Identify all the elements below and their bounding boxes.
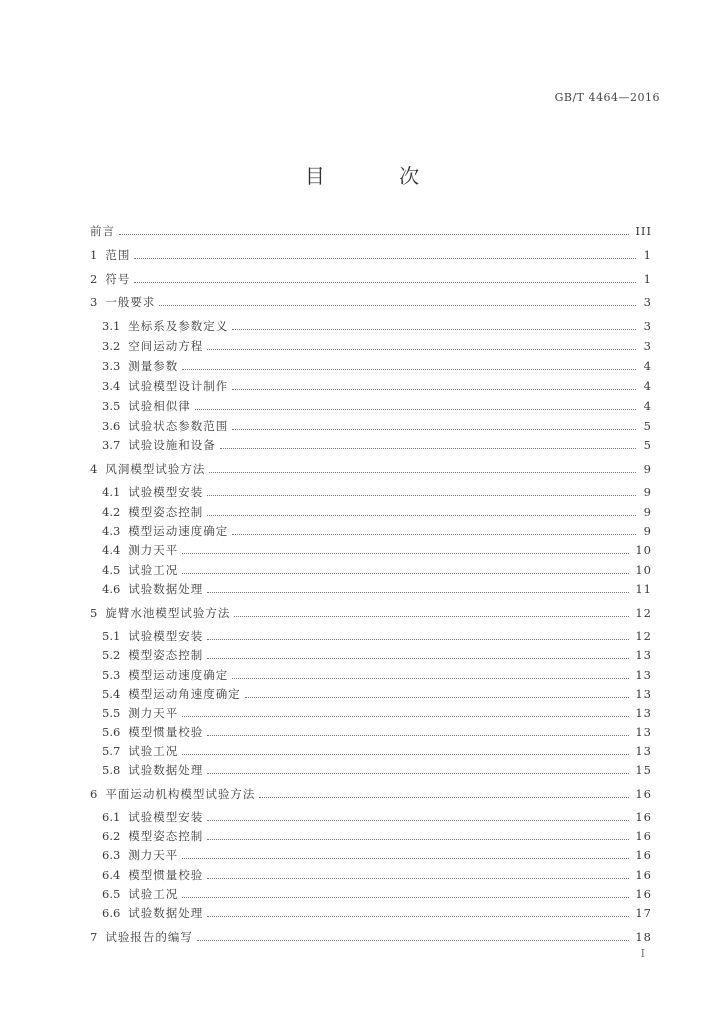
toc-entry-label: 符号 — [105, 272, 131, 286]
standard-code: GB/T 4464—2016 — [554, 91, 660, 104]
toc-entry[interactable] — [102, 337, 652, 353]
toc-entry-number: 3.6 — [102, 419, 121, 433]
toc-entry-label: 模型运动速度确定 — [128, 668, 229, 682]
toc-entry-page: 10 — [635, 543, 652, 557]
toc-entry-number: 2 — [90, 272, 98, 286]
toc-entry-label: 测力天平 — [128, 543, 179, 557]
toc-entry-number: 5.5 — [102, 706, 121, 720]
toc-entry[interactable] — [102, 666, 652, 682]
toc-leader-dots — [207, 772, 629, 774]
toc-entry-page: 13 — [635, 648, 652, 662]
toc-entry[interactable] — [102, 646, 652, 662]
toc-entry-page: 1 — [643, 248, 652, 262]
toc-entry-label: 平面运动机构模型试验方法 — [105, 787, 256, 801]
toc-entry-page: 16 — [635, 887, 652, 901]
toc-leader-dots — [209, 471, 636, 473]
toc-leader-dots — [182, 552, 629, 554]
toc-entry-page: 9 — [643, 524, 652, 538]
toc-entry[interactable] — [102, 397, 652, 413]
toc-entry-label: 模型惯量校验 — [128, 725, 204, 739]
toc-entry-label: 试验模型设计制作 — [128, 379, 229, 393]
toc-entry-page: 16 — [635, 787, 652, 801]
toc-leader-dots — [232, 388, 636, 390]
toc-entry-number: 3.5 — [102, 399, 121, 413]
toc-entry-page: III — [635, 224, 652, 238]
toc-entry-page: 13 — [635, 706, 652, 720]
toc-entry[interactable] — [90, 928, 652, 944]
toc-leader-dots — [207, 915, 629, 917]
toc-entry[interactable] — [102, 866, 652, 882]
toc-entry-number: 3.1 — [102, 319, 121, 333]
toc-leader-dots — [134, 257, 636, 259]
toc-entry[interactable] — [102, 317, 652, 333]
page-number: I — [640, 947, 645, 960]
toc-entry[interactable] — [102, 483, 652, 499]
toc-entry-label: 试验工况 — [128, 563, 179, 577]
toc-entry-page: 4 — [643, 379, 652, 393]
toc-leader-dots — [207, 734, 629, 736]
toc-leader-dots — [207, 657, 629, 659]
toc-entry-label: 试验数据处理 — [128, 763, 204, 777]
toc-entry[interactable] — [102, 904, 652, 920]
toc-entry[interactable] — [90, 222, 652, 238]
toc-leader-dots — [234, 615, 629, 617]
toc-entry[interactable] — [102, 827, 652, 843]
toc-entry-number: 6.5 — [102, 887, 121, 901]
toc-entry-page: 13 — [635, 744, 652, 758]
toc-entry[interactable] — [102, 522, 652, 538]
toc-leader-dots — [197, 939, 630, 941]
toc-entry-label: 试验相似律 — [128, 399, 191, 413]
toc-leader-dots — [207, 514, 636, 516]
toc-entry-number: 5.8 — [102, 763, 121, 777]
toc-entry-label: 试验数据处理 — [128, 582, 204, 596]
toc-entry-number: 6.1 — [102, 810, 121, 824]
toc-entry-page: 11 — [635, 582, 652, 596]
toc-entry-page: 16 — [635, 848, 652, 862]
toc-leader-dots — [159, 304, 636, 306]
toc-entry-number: 4.3 — [102, 524, 121, 538]
toc-entry-number: 6.6 — [102, 906, 121, 920]
toc-entry-number: 5.6 — [102, 725, 121, 739]
toc-entry-number: 4 — [90, 462, 98, 476]
toc-entry-label: 测量参数 — [128, 359, 179, 373]
toc-entry-page: 9 — [643, 485, 652, 499]
toc-entry-label: 试验状态参数范围 — [128, 419, 229, 433]
toc-leader-dots — [232, 677, 629, 679]
toc-entry[interactable] — [102, 377, 652, 393]
toc-entry[interactable] — [90, 270, 652, 286]
toc-entry-number: 4.5 — [102, 563, 121, 577]
toc-entry-label: 坐标系及参数定义 — [128, 319, 229, 333]
toc-entry-number: 1 — [90, 248, 98, 262]
toc-entry-number: 3 — [90, 295, 98, 309]
toc-leader-dots — [207, 591, 629, 593]
toc-entry-label: 模型姿态控制 — [128, 648, 204, 662]
toc-entry-page: 17 — [635, 906, 652, 920]
toc-entry-page: 9 — [643, 505, 652, 519]
toc-entry-page: 5 — [643, 438, 652, 452]
toc-entry-page: 1 — [643, 272, 652, 286]
toc-entry-label: 模型惯量校验 — [128, 868, 204, 882]
toc-entry-number: 3.2 — [102, 339, 121, 353]
toc-entry[interactable] — [90, 293, 652, 309]
toc-entry-label: 试验模型安装 — [128, 485, 204, 499]
toc-entry[interactable] — [102, 808, 652, 824]
toc-leader-dots — [207, 494, 636, 496]
page-title: 目 次 — [304, 164, 454, 188]
toc-entry-number: 3.4 — [102, 379, 121, 393]
toc-entry[interactable] — [102, 627, 652, 643]
toc-leader-dots — [134, 281, 636, 283]
toc-entry[interactable] — [102, 846, 652, 862]
toc-entry[interactable] — [102, 561, 652, 577]
toc-entry-label: 模型运动角速度确定 — [128, 687, 241, 701]
toc-entry-label: 模型姿态控制 — [128, 829, 204, 843]
toc-entry-number: 5.4 — [102, 687, 121, 701]
toc-entry-number: 4.1 — [102, 485, 121, 499]
toc-entry-label: 空间运动方程 — [128, 339, 204, 353]
toc-entry[interactable] — [102, 541, 652, 557]
toc-leader-dots — [182, 368, 636, 370]
toc-entry-number: 4.4 — [102, 543, 121, 557]
toc-entry[interactable] — [102, 503, 652, 519]
toc-entry-label: 试验模型安装 — [128, 810, 204, 824]
toc-entry[interactable] — [90, 460, 652, 476]
toc-leader-dots — [207, 638, 629, 640]
toc-entry-label: 测力天平 — [128, 706, 179, 720]
toc-entry[interactable] — [102, 685, 652, 701]
toc-entry-number: 5.3 — [102, 668, 121, 682]
toc-entry-label: 范围 — [105, 248, 131, 262]
toc-entry[interactable] — [102, 357, 652, 373]
toc-entry[interactable] — [102, 417, 652, 433]
toc-entry-page: 15 — [635, 763, 652, 777]
toc-entry-label: 测力天平 — [128, 848, 179, 862]
toc-entry-label: 旋臂水池模型试验方法 — [105, 606, 231, 620]
toc-entry-page: 12 — [635, 606, 652, 620]
toc-leader-dots — [207, 877, 629, 879]
toc-entry[interactable] — [102, 580, 652, 596]
toc-entry-page: 3 — [643, 319, 652, 333]
toc-entry-page: 13 — [635, 668, 652, 682]
toc-entry[interactable] — [102, 723, 652, 739]
toc-leader-dots — [245, 696, 630, 698]
toc-entry-number: 5.2 — [102, 648, 121, 662]
toc-entry-label: 试验模型安装 — [128, 629, 204, 643]
toc-entry[interactable] — [90, 785, 652, 801]
toc-entry[interactable] — [102, 885, 652, 901]
toc-leader-dots — [259, 796, 629, 798]
toc-entry-page: 16 — [635, 829, 652, 843]
toc-entry[interactable] — [102, 436, 652, 452]
toc-entry-page: 4 — [643, 399, 652, 413]
toc-entry-number: 3.7 — [102, 438, 121, 452]
toc-entry-label: 试验工况 — [128, 887, 179, 901]
toc-entry-label: 模型姿态控制 — [128, 505, 204, 519]
toc-entry-label: 试验设施和设备 — [128, 438, 216, 452]
toc-entry-page: 12 — [635, 629, 652, 643]
toc-leader-dots — [232, 533, 636, 535]
toc-entry-page: 18 — [635, 930, 652, 944]
toc-entry-number: 5 — [90, 606, 98, 620]
toc-leader-dots — [207, 838, 629, 840]
toc-leader-dots — [182, 896, 629, 898]
toc-entry-number: 6 — [90, 787, 98, 801]
toc-leader-dots — [182, 572, 629, 574]
toc-entry-page: 3 — [643, 295, 652, 309]
toc-entry[interactable] — [90, 604, 652, 620]
toc-leader-dots — [182, 715, 629, 717]
toc-entry[interactable] — [90, 246, 652, 262]
toc-entry-page: 9 — [643, 462, 652, 476]
toc-entry-number: 4.2 — [102, 505, 121, 519]
toc-entry-label: 风洞模型试验方法 — [105, 462, 206, 476]
toc-entry-number: 6.2 — [102, 829, 121, 843]
toc-entry[interactable] — [102, 761, 652, 777]
toc-leader-dots — [220, 447, 636, 449]
toc-leader-dots — [195, 408, 636, 410]
toc-entry-number: 4.6 — [102, 582, 121, 596]
toc-entry-label: 前言 — [90, 224, 115, 238]
toc-entry-number: 5.1 — [102, 629, 121, 643]
toc-entry-number: 3.3 — [102, 359, 121, 373]
toc-entry-number: 6.3 — [102, 848, 121, 862]
toc-entry-number: 5.7 — [102, 744, 121, 758]
toc-entry-page: 10 — [635, 563, 652, 577]
toc-leader-dots — [182, 753, 629, 755]
toc-entry-page: 13 — [635, 687, 652, 701]
toc-leader-dots — [119, 233, 629, 235]
toc-entry-number: 6.4 — [102, 868, 121, 882]
toc-leader-dots — [207, 348, 636, 350]
toc-entry-label: 试验报告的编写 — [105, 930, 193, 944]
toc-entry-page: 4 — [643, 359, 652, 373]
toc-entry-page: 16 — [635, 868, 652, 882]
toc-entry-label: 试验数据处理 — [128, 906, 204, 920]
toc-entry-label: 一般要求 — [105, 295, 156, 309]
toc-entry[interactable] — [102, 742, 652, 758]
toc-entry-number: 7 — [90, 930, 98, 944]
toc-leader-dots — [232, 428, 636, 430]
toc-entry-page: 13 — [635, 725, 652, 739]
toc-entry-page: 3 — [643, 339, 652, 353]
toc-entry-page: 16 — [635, 810, 652, 824]
toc-entry[interactable] — [102, 704, 652, 720]
toc-entry-label: 试验工况 — [128, 744, 179, 758]
toc-entry-page: 5 — [643, 419, 652, 433]
toc-leader-dots — [207, 819, 629, 821]
toc-entry-label: 模型运动速度确定 — [128, 524, 229, 538]
toc-leader-dots — [182, 857, 629, 859]
toc-leader-dots — [232, 328, 636, 330]
